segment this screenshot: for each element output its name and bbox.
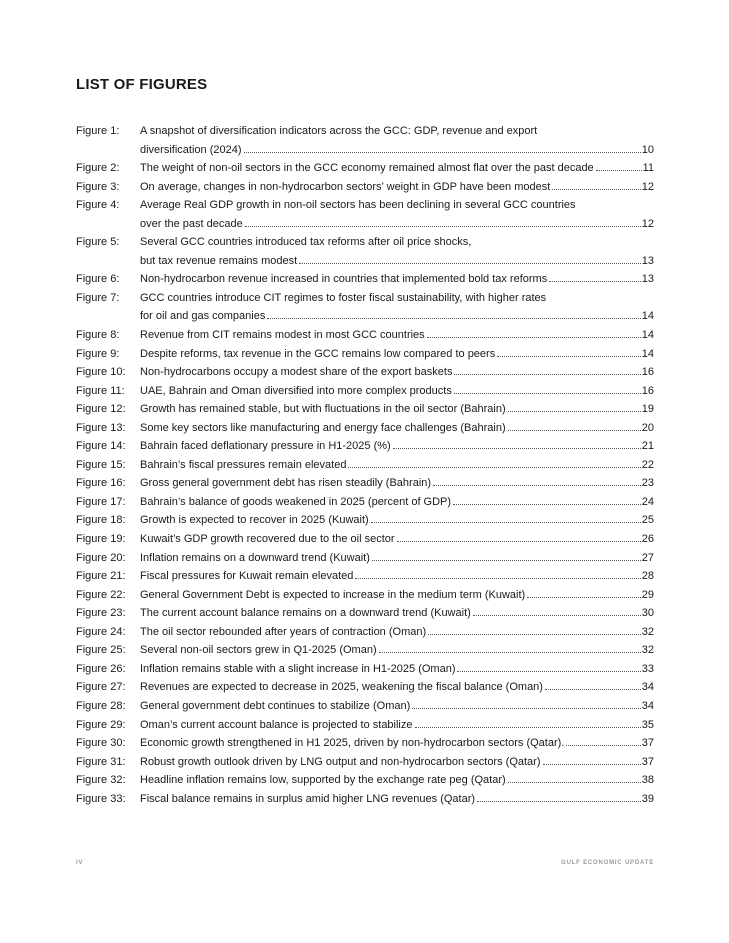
figure-entry[interactable]	[76, 623, 654, 642]
figure-caption	[140, 586, 654, 605]
figure-caption-line: Growth has remained stable, but with fluctuations in the oil sector (Bahrain)	[140, 403, 506, 416]
dot-leader	[545, 681, 641, 690]
figure-page-number[interactable]: 34	[641, 681, 654, 694]
figure-caption	[140, 753, 654, 772]
figure-caption	[140, 233, 654, 270]
dot-leader	[245, 218, 641, 227]
figure-caption	[140, 474, 654, 493]
figure-page-number[interactable]: 33	[641, 662, 654, 675]
figure-label: Figure 30:	[76, 737, 126, 750]
figure-caption-line: but tax revenue remains modest	[140, 254, 298, 267]
figure-caption-line: Revenue from CIT remains modest in most GCC countries	[140, 329, 425, 342]
figure-entry[interactable]	[76, 549, 654, 568]
figure-label: Figure 32:	[76, 774, 126, 787]
figure-page-number[interactable]: 14	[641, 347, 654, 360]
figure-caption	[140, 289, 654, 326]
figure-label: Figure 27:	[76, 681, 126, 694]
figure-caption-line: General government debt continues to stabilize (Oman)	[140, 699, 411, 712]
figure-caption-line: Revenues are expected to decrease in 2025, weakening the fiscal balance (Oman)	[140, 681, 543, 694]
figure-caption	[140, 734, 654, 753]
figure-page-number[interactable]: 13	[641, 273, 654, 286]
footer-publication-title: GULF ECONOMIC UPDATE	[561, 860, 654, 866]
figure-caption-line: General Government Debt is expected to increase in the medium term (Kuwait)	[140, 588, 526, 601]
dot-leader	[348, 459, 640, 468]
figure-caption	[140, 511, 654, 530]
dot-leader	[372, 552, 641, 561]
figure-caption-line: Kuwait’s GDP growth recovered due to the oil sector	[140, 533, 395, 546]
figure-caption	[140, 771, 654, 790]
figure-label: Figure 18:	[76, 514, 126, 527]
figure-entry[interactable]	[76, 511, 654, 530]
figure-entry[interactable]	[76, 122, 654, 159]
figure-entry[interactable]	[76, 270, 654, 289]
figure-caption	[140, 178, 654, 197]
figure-page-number[interactable]: 16	[641, 384, 654, 397]
dot-leader	[457, 663, 640, 672]
figure-caption-line: Non-hydrocarbons occupy a modest share of the export baskets	[140, 366, 453, 379]
figure-caption	[140, 660, 654, 679]
figure-entry[interactable]	[76, 697, 654, 716]
dot-leader	[415, 719, 641, 728]
figure-entry[interactable]	[76, 196, 654, 233]
figure-entry[interactable]	[76, 363, 654, 382]
figure-label: Figure 6:	[76, 273, 120, 286]
figure-caption	[140, 456, 654, 475]
figure-label: Figure 31:	[76, 755, 126, 768]
dot-leader	[543, 756, 641, 765]
figure-page-number[interactable]: 35	[641, 718, 654, 731]
figure-page-number[interactable]: 20	[641, 421, 654, 434]
figure-page-number[interactable]: 16	[641, 366, 654, 379]
figure-page-number[interactable]: 39	[641, 792, 654, 805]
figure-entry[interactable]	[76, 419, 654, 438]
page-title: LIST OF FIGURES	[76, 76, 208, 93]
figure-page-number[interactable]: 11	[642, 162, 654, 175]
figure-caption-line: Despite reforms, tax revenue in the GCC remains low compared to peers	[140, 347, 496, 360]
figure-label: Figure 21:	[76, 570, 126, 583]
figure-caption	[140, 790, 654, 809]
figure-label: Figure 22:	[76, 588, 126, 601]
figure-caption	[140, 400, 654, 419]
figure-caption-line: Some key sectors like manufacturing and energy face challenges (Bahrain)	[140, 421, 506, 434]
figure-entry[interactable]	[76, 493, 654, 512]
figure-label: Figure 12:	[76, 403, 126, 416]
dot-leader	[433, 477, 641, 486]
figure-entry[interactable]	[76, 790, 654, 809]
figure-label: Figure 14:	[76, 440, 126, 453]
figure-caption-line: Inflation remains on a downward trend (Kuwait)	[140, 551, 370, 564]
figure-label: Figure 17:	[76, 495, 126, 508]
figure-caption-line: Non-hydrocarbon revenue increased in countries that implemented bold tax reforms	[140, 273, 548, 286]
figure-caption	[140, 716, 654, 735]
figure-caption-line: for oil and gas companies	[140, 310, 266, 323]
dot-leader	[473, 607, 641, 616]
figure-caption	[140, 270, 654, 289]
figure-caption-line: The current account balance remains on a downward trend (Kuwait)	[140, 607, 471, 620]
dot-leader	[412, 700, 640, 709]
figure-label: Figure 7:	[76, 291, 120, 304]
figure-caption-line: Headline inflation remains low, supported by the exchange rate peg (Qatar)	[140, 774, 506, 787]
figure-label: Figure 16:	[76, 477, 126, 490]
figure-label: Figure 33:	[76, 792, 126, 805]
figure-caption-line: Growth is expected to recover in 2025 (Kuwait)	[140, 514, 369, 527]
figure-caption	[140, 567, 654, 586]
figure-caption	[140, 493, 654, 512]
figure-caption	[140, 159, 654, 178]
figure-page-number[interactable]: 19	[641, 403, 654, 416]
figure-page-number[interactable]: 38	[641, 774, 654, 787]
figure-entry[interactable]	[76, 326, 654, 345]
figure-page-number[interactable]: 27	[641, 551, 654, 564]
figure-entry[interactable]	[76, 456, 654, 475]
dot-leader	[566, 737, 640, 746]
figure-caption-line: Robust growth outlook driven by LNG output and non-hydrocarbon sectors (Qatar)	[140, 755, 541, 768]
figure-caption-line: The oil sector rebounded after years of contraction (Oman)	[140, 625, 427, 638]
figure-page-number[interactable]: 34	[641, 699, 654, 712]
figure-caption	[140, 604, 654, 623]
figure-page-number[interactable]: 14	[641, 329, 654, 342]
figure-page-number[interactable]: 14	[641, 310, 654, 323]
figure-page-number[interactable]: 24	[641, 495, 654, 508]
figure-entry[interactable]	[76, 178, 654, 197]
figure-caption	[140, 623, 654, 642]
figure-label: Figure 29:	[76, 718, 126, 731]
figure-label: Figure 4:	[76, 199, 120, 212]
figure-entry[interactable]	[76, 753, 654, 772]
figure-page-number[interactable]: 13	[641, 254, 654, 267]
figure-label: Figure 11:	[76, 384, 125, 397]
footer-page-number: IV	[76, 860, 84, 866]
figure-entry[interactable]	[76, 345, 654, 364]
figure-caption	[140, 678, 654, 697]
dot-leader	[527, 589, 641, 598]
figure-label: Figure 24:	[76, 625, 126, 638]
figure-page-number[interactable]: 28	[641, 570, 654, 583]
dot-leader	[552, 181, 640, 190]
dot-leader	[454, 366, 640, 375]
figure-caption	[140, 363, 654, 382]
dot-leader	[427, 329, 641, 338]
dot-leader	[549, 273, 641, 282]
dot-leader	[596, 162, 642, 171]
figure-caption	[140, 345, 654, 364]
figure-entry[interactable]	[76, 437, 654, 456]
figure-label: Figure 5:	[76, 236, 120, 249]
figure-caption-line: On average, changes in non-hydrocarbon sectors’ weight in GDP have been modest	[140, 180, 551, 193]
figure-caption-line: Fiscal pressures for Kuwait remain elevated	[140, 570, 354, 583]
figure-entry[interactable]	[76, 678, 654, 697]
figure-caption-line: Bahrain’s fiscal pressures remain elevated	[140, 458, 347, 471]
figure-caption	[140, 382, 654, 401]
dot-leader	[379, 644, 641, 653]
figure-caption-line: Fiscal balance remains in surplus amid higher LNG revenues (Qatar)	[140, 792, 476, 805]
figure-entry[interactable]	[76, 567, 654, 586]
figure-page-number[interactable]: 10	[641, 143, 654, 156]
figure-page-number[interactable]: 29	[641, 588, 654, 601]
dot-leader	[371, 514, 641, 523]
figure-label: Figure 1:	[76, 125, 120, 137]
figure-caption-line: Gross general government debt has risen steadily (Bahrain)	[140, 477, 432, 490]
figure-caption-line: UAE, Bahrain and Oman diversified into more complex products	[140, 384, 452, 397]
dot-leader	[299, 255, 641, 264]
figure-caption-line: Several non-oil sectors grew in Q1-2025 (Oman)	[140, 644, 377, 657]
dot-leader	[267, 310, 640, 319]
figure-label: Figure 2:	[76, 162, 120, 175]
dot-leader	[454, 385, 641, 394]
figure-caption	[140, 641, 654, 660]
figure-caption-line: Economic growth strengthened in H1 2025, driven by non-hydrocarbon sectors (Qatar).	[140, 737, 565, 750]
dot-leader	[508, 403, 641, 412]
figure-caption	[140, 437, 654, 456]
figure-label: Figure 26:	[76, 662, 126, 675]
figure-caption-line: A snapshot of diversification indicators across the GCC: GDP, revenue and export	[140, 125, 538, 137]
figure-caption	[140, 530, 654, 549]
dot-leader	[428, 626, 641, 635]
figure-caption	[140, 549, 654, 568]
figure-label: Figure 13:	[76, 421, 126, 434]
figure-entry[interactable]	[76, 641, 654, 660]
figure-caption	[140, 419, 654, 438]
figure-entry[interactable]	[76, 382, 654, 401]
dot-leader	[397, 533, 641, 542]
dot-leader	[453, 496, 641, 505]
dot-leader	[477, 793, 641, 802]
figure-label: Figure 15:	[76, 458, 126, 471]
figure-label: Figure 3:	[76, 180, 120, 193]
figure-label: Figure 19:	[76, 533, 126, 546]
dot-leader	[393, 440, 641, 449]
figure-page-number[interactable]: 37	[641, 737, 654, 750]
figure-page-number[interactable]: 12	[641, 217, 654, 230]
figure-caption	[140, 196, 654, 233]
figure-entry[interactable]	[76, 660, 654, 679]
figure-caption-line: Oman’s current account balance is projected to stabilize	[140, 718, 413, 731]
figure-entry[interactable]	[76, 716, 654, 735]
dot-leader	[497, 348, 641, 357]
figure-entry[interactable]	[76, 400, 654, 419]
figure-label: Figure 28:	[76, 699, 126, 712]
figure-caption-line: diversification (2024)	[140, 143, 242, 156]
dot-leader	[355, 570, 640, 579]
figure-page-number[interactable]: 22	[641, 458, 654, 471]
figure-list	[76, 122, 654, 808]
figure-label: Figure 25:	[76, 644, 126, 657]
figure-entry[interactable]	[76, 159, 654, 178]
figure-caption-line: over the past decade	[140, 217, 243, 230]
figure-caption	[140, 122, 654, 159]
figure-caption-line: Bahrain faced deflationary pressure in H1-2025 (%)	[140, 440, 391, 453]
figure-caption-line: Average Real GDP growth in non-oil sectors has been declining in several GCC countries	[140, 199, 576, 212]
figure-entry[interactable]	[76, 586, 654, 605]
figure-page-number[interactable]: 37	[641, 755, 654, 768]
figure-page-number[interactable]: 26	[641, 533, 654, 546]
figure-caption-line: The weight of non-oil sectors in the GCC economy remained almost flat over the past decade	[140, 162, 594, 175]
figure-page-number[interactable]: 32	[641, 644, 654, 657]
figure-entry[interactable]	[76, 474, 654, 493]
figure-caption-line: GCC countries introduce CIT regimes to foster fiscal sustainability, with higher rates	[140, 291, 547, 304]
dot-leader	[508, 774, 641, 783]
figure-caption-line: Inflation remains stable with a slight increase in H1-2025 (Oman)	[140, 662, 456, 675]
dot-leader	[508, 422, 641, 431]
figure-page-number[interactable]: 25	[641, 514, 654, 527]
figure-label: Figure 10:	[76, 366, 126, 379]
figure-label: Figure 23:	[76, 607, 126, 620]
figure-caption-line: Several GCC countries introduced tax reforms after oil price shocks,	[140, 236, 472, 249]
figure-entry[interactable]	[76, 530, 654, 549]
figure-caption-line: Bahrain’s balance of goods weakened in 2025 (percent of GDP)	[140, 495, 452, 508]
figure-label: Figure 9:	[76, 347, 120, 360]
figure-page-number[interactable]: 12	[641, 180, 654, 193]
dot-leader	[244, 144, 641, 153]
figure-entry[interactable]	[76, 604, 654, 623]
figure-page-number[interactable]: 23	[641, 477, 654, 490]
figure-entry[interactable]	[76, 233, 654, 270]
figure-page-number[interactable]: 30	[641, 607, 654, 620]
figure-entry[interactable]	[76, 289, 654, 326]
figure-page-number[interactable]: 21	[641, 440, 654, 453]
figure-entry[interactable]	[76, 734, 654, 753]
figure-label: Figure 8:	[76, 329, 120, 342]
figure-caption	[140, 326, 654, 345]
figure-page-number[interactable]: 32	[641, 625, 654, 638]
figure-caption	[140, 697, 654, 716]
figure-entry[interactable]	[76, 771, 654, 790]
figure-label: Figure 20:	[76, 551, 126, 564]
